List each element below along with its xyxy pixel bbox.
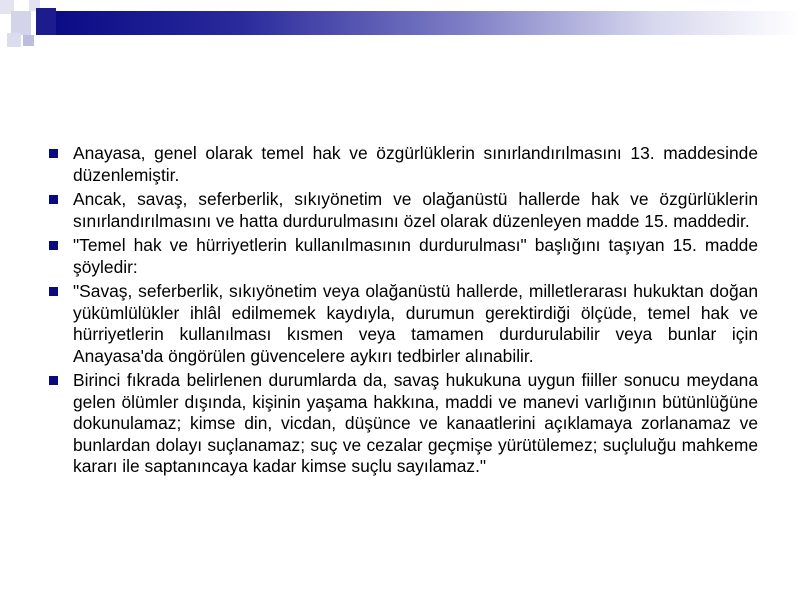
bullet-text: Ancak, savaş, seferberlik, sıkıyönetim ve olağanüstü hallerde hak ve özgürlüklerin sınırlandırılmasını ve hatta durdurulmasını özel olarak düzenleyen madde 15. maddedir. [73, 189, 758, 231]
bullet-text: Anayasa, genel olarak temel hak ve özgürlüklerin sınırlandırılmasını 13. maddesinde düzenlemiştir. [73, 143, 758, 185]
square-bullet-icon [49, 376, 58, 385]
decor-square [7, 33, 21, 47]
bullet-text: "Savaş, seferberlik, sıkıyönetim veya olağanüstü hallerde, milletlerarası hukuktan doğan yükümlülükler ihlâl edilmemek kaydıyla, durumun gerektirdiği ölçüde, temel hak ve hürriyetlerin kullanılması kısmen veya tamamen durdurulabilir veya bunlar için Anayasa'da öngörülen güvencelere aykırı tedbirler alınabilir. [73, 281, 758, 366]
list-item [48, 143, 758, 186]
list-item [48, 235, 758, 278]
list-item [48, 370, 758, 478]
bullet-list [48, 143, 758, 481]
square-bullet-icon [49, 287, 58, 296]
square-bullet-icon [49, 241, 58, 250]
square-bullet-icon [49, 195, 58, 204]
list-item [48, 281, 758, 367]
list-item [48, 189, 758, 232]
decor-square [36, 8, 56, 35]
decor-square [23, 35, 34, 46]
decor-square [11, 11, 31, 35]
header-gradient-bar [55, 11, 800, 35]
square-bullet-icon [49, 149, 58, 158]
bullet-text: Birinci fıkrada belirlenen durumlarda da, savaş hukukuna uygun fiiller sonucu meydana gelen ölümler dışında, kişinin yaşama hakkına, maddi ve manevi varlığının bütünlüğüne dokunulamaz; kimse din, vicdan, düşünce ve kanaatlerini açıklamaya zorlanamaz ve bunlardan dolayı suçlanamaz; suç ve cezalar geçmişe yürütülemez; suçluluğu mahkeme kararı ile saptanıncaya kadar kimse suçlu sayılamaz." [73, 370, 758, 476]
bullet-text: "Temel hak ve hürriyetlerin kullanılmasının durdurulması" başlığını taşıyan 15. madde şöyledir: [73, 235, 758, 277]
